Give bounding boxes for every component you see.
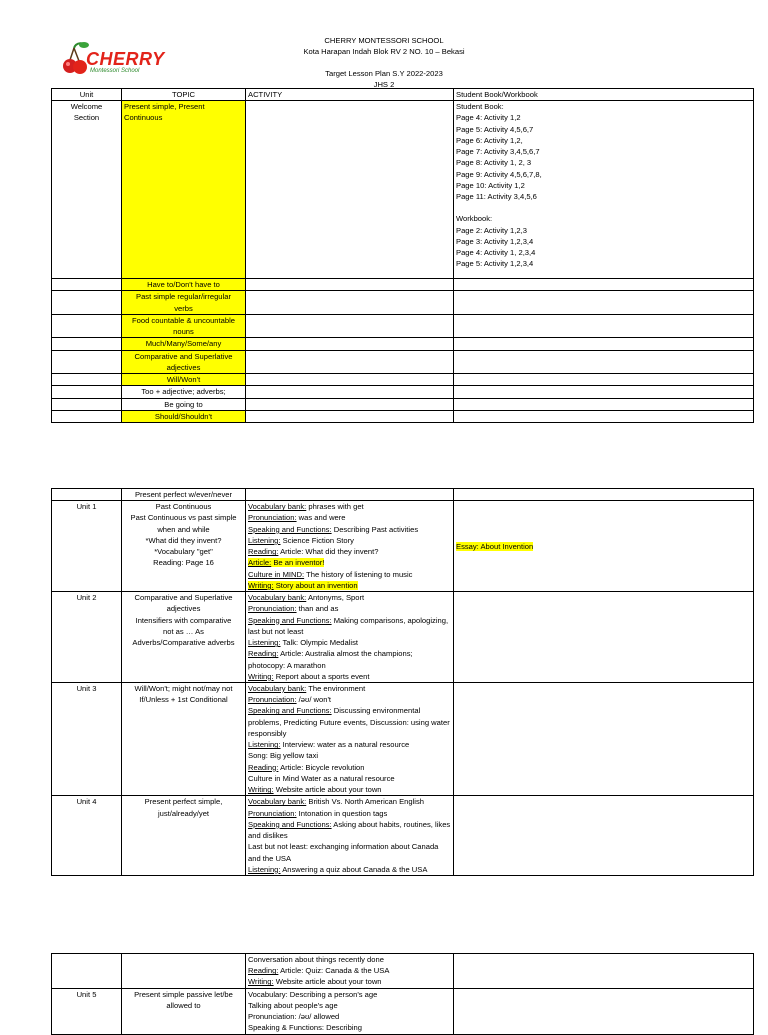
activity-line [248,592,451,603]
logo-subtitle: Montessori School [90,68,140,74]
unit-label: Unit 5 [76,989,97,999]
activity-label: Pronunciation: [248,604,297,614]
school-logo [60,40,165,80]
activity-cell [246,796,454,876]
activity-line [248,603,451,614]
unit-label: Welcome [70,102,103,112]
unit-cell [52,682,122,795]
book-cell [454,101,754,279]
activity-label: Listening: [248,864,281,874]
unit-cell [52,988,122,1034]
activity-line [248,546,451,557]
activity-line [248,535,451,546]
book-line: Student Book: [456,102,504,112]
topic-text: Should/Shouldn't [154,411,213,421]
table-row-unit-4 [52,796,754,876]
activity-label: Listening: [248,535,281,545]
activity-text: Answering a quiz about Canada & the USA [280,864,428,874]
activity-label: Culture in MIND: [248,569,305,579]
topic-text: Present perfect simple, [144,797,223,807]
topic-text: *Vocabulary "get" [154,547,213,557]
activity-text: The environment [306,683,366,693]
activity-text: Last but not least: exchanging information about Canada and the USA [248,842,439,863]
activity-text: Article: Quiz: Canada & the USA [278,966,390,976]
activity-text: Describing Past activities [331,524,419,534]
activity-label: Reading: [248,762,279,772]
activity-text: Discussing environmental problems, Predicting Future events, Discussion: using water responsibly [248,706,450,738]
activity-text: Speaking & Functions: Describing [248,1023,362,1033]
activity-line [248,1011,451,1022]
activity-label: Listening: [248,638,281,648]
topic-cell [122,386,246,398]
activity-line [248,954,451,965]
activity-line [248,784,451,795]
book-line: Page 11: Activity 3,4,5,6 [456,192,537,202]
workbook-line: Page 3: Activity 1,2,3,4 [456,236,534,246]
activity-text: Article: What did they invent? [278,547,379,557]
activity-cell [246,101,454,279]
activity-text: Intonation in question tags [296,808,388,818]
topic-cell [122,410,246,422]
activity-label: Reading: [248,966,279,976]
topic-cell [122,374,246,386]
lesson-plan-table-2 [51,488,754,876]
activity-label: Writing: [248,580,274,590]
table-row [52,954,754,989]
topic-text: nouns [173,327,194,337]
topic-text: Past simple regular/irregular [136,292,231,302]
activity-label: Reading: [248,547,279,557]
grade-level: JHS 2 [373,80,395,89]
activity-label: Vocabulary bank: [248,683,307,693]
book-cell [454,501,754,592]
topic-text: when and while [157,524,210,534]
essay-assignment: Essay: About Invention [456,541,534,551]
topic-text: If/Unless + 1st Conditional [139,695,228,705]
table-row-unit-2 [52,592,754,683]
table-row [52,374,754,386]
topic-cell [122,314,246,337]
activity-label: Speaking and Functions: [248,615,332,625]
topic-text: Will/Won't; might not/may not [134,683,233,693]
activity-label: Writing: [248,977,274,987]
table-row [52,386,754,398]
activity-line [248,705,451,739]
activity-line [248,615,451,637]
activity-label: Article: [248,558,272,568]
book-line: Page 9: Activity 4,5,6,7,8, [456,169,542,179]
book-line: Page 8: Activity 1, 2, 3 [456,158,532,168]
activity-line [248,989,451,1000]
book-line: Page 6: Activity 1,2, [456,135,523,145]
activity-line [248,819,451,841]
topic-text: Be going to [164,399,203,409]
activity-line [248,739,451,750]
topic-cell [122,398,246,410]
activity-label: Writing: [248,785,274,795]
activity-line [248,557,451,568]
topic-cell [122,796,246,876]
activity-text: Be an inventor! [271,558,325,568]
table-row [52,489,754,501]
activity-cell [246,592,454,683]
topic-text: Will/Won't [166,375,201,385]
activity-text: Song: Big yellow taxi [248,751,319,761]
activity-text: Website article about your town [273,977,382,987]
plan-title: Target Lesson Plan S.Y 2022-2023 [325,69,443,78]
activity-text: Culture in Mind Water as a natural resource [248,773,395,783]
activity-text: Conversation about things recently done [248,955,384,964]
activity-cell [246,954,454,989]
table-row-unit-3 [52,682,754,795]
unit-label: Section [73,113,100,123]
topic-cell [122,489,246,501]
activity-text: Interview: water as a natural resource [280,740,410,750]
activity-line [248,580,451,591]
workbook-line: Page 2: Activity 1,2,3 [456,225,527,235]
activity-line [248,637,451,648]
topic-text: Present simple, Present [124,102,205,112]
topic-text: Past Continuous [155,502,212,512]
activity-line [248,569,451,580]
topic-text: adjectives [166,604,201,614]
topic-text: Much/Many/Some/any [145,339,222,349]
activity-line [248,762,451,773]
activity-label: Pronunciation: [248,513,297,523]
school-name: CHERRY MONTESSORI SCHOOL [324,36,444,45]
topic-text: Present perfect w/ever/never [134,490,233,499]
activity-text: Article: Australia almost the champions; photocopy: A marathon [248,649,413,670]
unit-cell [52,101,122,279]
topic-text: Intensifiers with comparative [135,615,232,625]
activity-line [248,773,451,784]
table-row-welcome [52,101,754,279]
table-header-row [52,89,754,101]
activity-label: Reading: [248,649,279,659]
activity-text: phrases with get [306,502,364,512]
activity-text: Science Fiction Story [280,535,354,545]
school-address: Kota Harapan Indah Blok RV 2 NO. 10 – Bekasi [303,47,465,56]
activity-label: Speaking and Functions: [248,706,332,716]
activity-text: was and were [296,513,346,523]
table-row [52,314,754,337]
topic-text: Continuous [124,113,163,123]
activity-cell [246,501,454,592]
activity-text: Report about a sports event [273,671,370,681]
table-row [52,398,754,410]
activity-text: British Vs. North American English [306,797,425,807]
topic-text: Food countable & uncountable [131,315,236,325]
activity-line [248,683,451,694]
workbook-line: Page 4: Activity 1, 2,3,4 [456,248,536,258]
workbook-line: Page 5: Activity 1,2,3,4 [456,259,534,269]
topic-cell [122,592,246,683]
topic-text: Have to/Don't have to [147,280,220,290]
activity-line [248,976,451,987]
activity-text: The history of listening to music [304,569,413,579]
table-row-unit-1 [52,501,754,592]
activity-text: Talking about people's age [248,1000,338,1010]
topic-text: adjectives [166,362,201,372]
activity-text: than and as [296,604,339,614]
activity-line [248,671,451,682]
topic-text: not as … As [163,626,204,636]
book-cell [454,796,754,876]
activity-text: Website article about your town [273,785,382,795]
activity-line [248,524,451,535]
book-line: Page 7: Activity 3,4,5,6,7 [456,147,540,157]
activity-text: Pronunciation: /əʊ/ allowed [248,1012,340,1022]
lesson-plan-table-3 [51,953,754,1035]
activity-cell [246,682,454,795]
topic-text: Too + adjective; adverbs; [141,387,226,397]
activity-label: Pronunciation: [248,695,297,705]
activity-label: Vocabulary bank: [248,502,307,512]
unit-cell [52,592,122,683]
topic-text: Comparative and Superlative [134,351,233,361]
table-row [52,338,754,350]
activity-label: Pronunciation: [248,808,297,818]
book-line: Page 10: Activity 1,2 [456,180,525,190]
activity-line [248,750,451,761]
topic-cell [122,279,246,291]
activity-text: Antonyms, Sport [306,593,365,603]
activity-line [248,512,451,523]
topic-text: Reading: Page 16 [153,558,214,568]
table-row [52,279,754,291]
activity-label: Vocabulary bank: [248,797,307,807]
activity-text: /əʊ/ won't [296,695,332,705]
document-header [200,35,568,90]
unit-label: Unit 4 [76,797,97,807]
topic-text: Past Continuous vs past simple [130,513,237,523]
workbook-line: Workbook: [456,214,493,224]
table-row [52,291,754,314]
activity-label: Speaking and Functions: [248,819,332,829]
table-row [52,350,754,373]
activity-line [248,648,451,670]
topic-cell [122,338,246,350]
activity-label: Vocabulary bank: [248,593,307,603]
topic-text: Comparative and Superlative [134,593,233,603]
table-row [52,410,754,422]
lesson-plan-table-1 [51,88,754,423]
book-cell [454,682,754,795]
table-row-unit-5 [52,988,754,1034]
topic-cell [122,682,246,795]
topic-cell [122,501,246,592]
activity-label: Writing: [248,671,274,681]
header-topic: TOPIC [122,89,246,101]
unit-label: Unit 1 [76,502,97,512]
topic-cell [122,350,246,373]
book-line: Page 5: Activity 4,5,6,7 [456,124,534,134]
activity-text: Story about an invention [273,580,358,590]
activity-line [248,808,451,819]
activity-line [248,841,451,863]
unit-label: Unit 2 [76,593,97,603]
activity-label: Listening: [248,740,281,750]
header-unit: Unit [52,89,122,101]
unit-cell [52,796,122,876]
activity-label: Speaking and Functions: [248,524,332,534]
topic-text: Adverbs/Comparative adverbs [132,638,235,648]
activity-line [248,694,451,705]
topic-cell [122,101,246,279]
unit-label: Unit 3 [76,683,97,693]
topic-text: allowed to [166,1000,201,1010]
topic-text: verbs [174,303,193,313]
activity-line [248,1000,451,1011]
activity-text: Vocabulary: Describing a person's age [248,989,378,999]
header-activity: ACTIVITY [246,89,454,101]
activity-text: Talk: Olympic Medalist [280,638,359,648]
unit-cell [52,501,122,592]
activity-line [248,796,451,807]
activity-line [248,965,451,976]
topic-cell [122,988,246,1034]
book-line: Page 4: Activity 1,2 [456,113,521,123]
activity-text: Making comparisons, apologizing, last but not least [248,615,449,636]
activity-text: Article: Bicycle revolution [278,762,365,772]
activity-cell [246,988,454,1034]
topic-text: *What did they invent? [145,535,222,545]
logo-wordmark: CHERRY [86,49,165,69]
header-book: Student Book/Workbook [454,89,754,101]
book-cell [454,592,754,683]
activity-text: Asking about habits, routines, likes and dislikes [248,819,451,841]
topic-text: Present simple passive let/be [134,989,233,999]
activity-line [248,1022,451,1033]
activity-line [248,864,451,875]
topic-text: just/already/yet [157,808,210,818]
topic-cell [122,291,246,314]
activity-line [248,501,451,512]
